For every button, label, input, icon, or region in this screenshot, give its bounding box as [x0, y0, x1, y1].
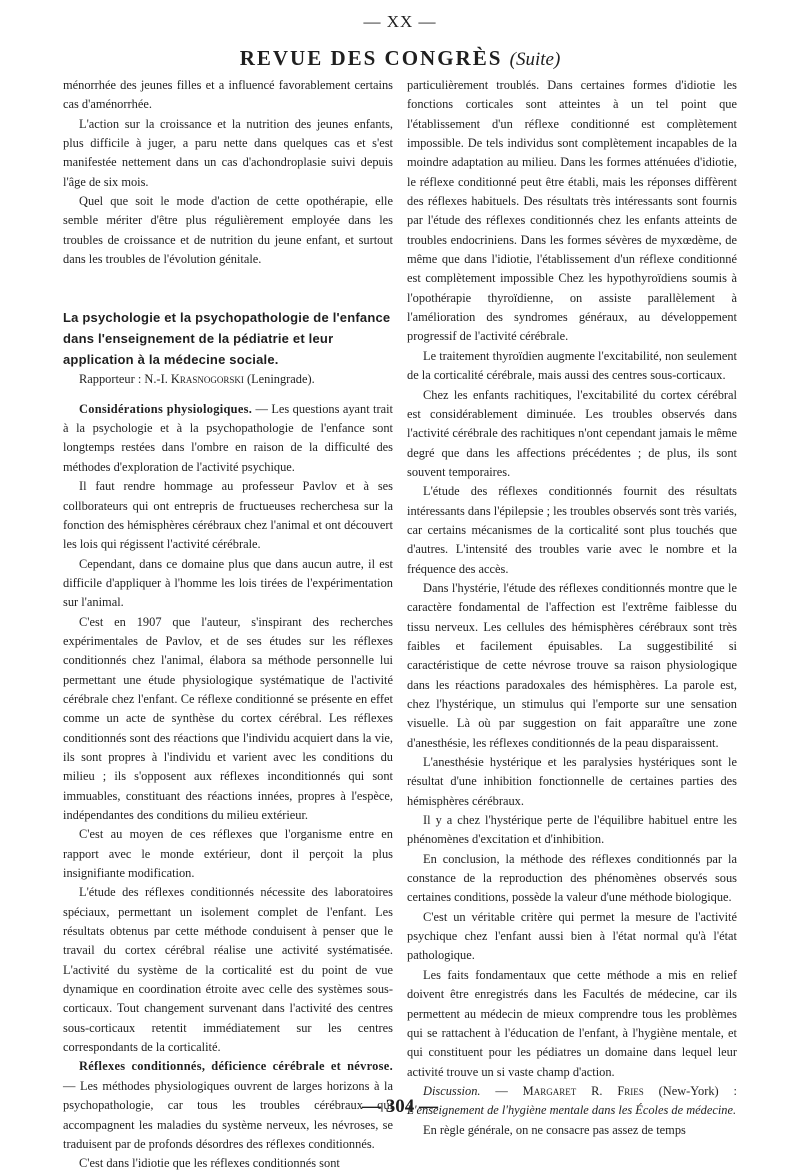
paragraph — [63, 400, 393, 477]
paragraph: Dans l'hystérie, l'étude des réflexes conditionnés montre que le caractère fondamental de l'affection est l'extrême faiblesse du tissu nerveux. Les cellules des hémisphères cérébraux sont très faibles et facilement épuisables. La suggestibilité si caractéristique de cette névrose trouve sa raison physiologique dans les réactions paradoxales des hémisphères. La parole est, chez l'hystérique, un stimulus qui l'emporte sur une sensation visuelle. Là où par suggestion on fait apparaître une zone d'anesthésie, les réflexes conditionnés de la peau disparaissent. — [407, 580, 737, 750]
paragraph: ménorrhée des jeunes filles et a influencé favorablement certains cas d'aménorrhée. — [63, 78, 393, 112]
rapporteur-city: (Leningrade). — [246, 372, 315, 387]
paragraph: L'étude des réflexes conditionnés nécessite des laboratoires spéciaux, permettant un isolement complet de l'enfant. Les résultats obtenus par cette méthode conduisent à penser que le travail du cortex cérébral réalise une activité systématisée. L'activité du système de la corticalité est du point de vue dynamique en coordination étroite avec celle des systèmes sous-corticaux. Tout changement survenant dans l'activité des centres sous-corticaux retentit immédiatement sur les centres correspondants de la corticalité. — [63, 885, 393, 1055]
discussant-city: (New-York) : — [658, 1083, 737, 1098]
paragraph: En règle générale, on ne consacre pas assez de temps — [423, 1122, 686, 1137]
paragraph: L'action sur la croissance et la nutrition des jeunes enfants, plus difficile à juger, a paru nette dans quelques cas et s'est manifestée nettement dans un cas d'achondroplasie suivi depuis l'âge de six mois. — [63, 116, 393, 189]
paragraph-text: — Les méthodes physiologiques ouvrent de larges horizons à la psychopathologie, car tous les troubles cérébraux qui accompagnent les maladies du système nerveux, les névroses, se traduisent par de profonds désordres des réflexes conditionnés. — [63, 1078, 393, 1151]
subheading: Réflexes conditionnés, déficience cérébrale et névrose. — [79, 1059, 393, 1074]
subheading: Considérations physiologiques. — [79, 401, 253, 416]
left-column — [63, 76, 393, 1174]
discussion-label: Discussion. — [423, 1083, 481, 1098]
section-title: La psychologie et la psychopathologie de l'enfance dans l'enseignement de la pédiatrie et leur application à la médecine sociale. — [63, 310, 391, 368]
paragraph: C'est un véritable critère qui permet la mesure de l'activité psychique chez l'enfant aussi bien à l'état normal qu'à l'état pathologique. — [407, 909, 737, 963]
paragraph: C'est au moyen de ces réflexes que l'organisme entre en rapport avec le monde extérieur, dont il perçoit la plus insignifiante modification. — [63, 827, 393, 881]
rapporteur-label: Rapporteur : — [79, 372, 142, 387]
rapporteur-name: N.-I. Krasnogorski — [144, 372, 244, 387]
paragraph: C'est dans l'idiotie que les réflexes conditionnés sont — [79, 1156, 340, 1171]
running-head-title: REVUE DES CONGRÈS — [239, 46, 503, 70]
running-head-suffix: (Suite) — [509, 49, 561, 70]
paragraph: Les faits fondamentaux que cette méthode a mis en relief doivent être enregistrés dans les Facultés de médecine, car ils permettent au médecin de mieux comprendre tous les problèmes qui se rattachent à l'éducation de l'enfant, à l'hygiène mentale, et qui constituent pour les pédiatres un domaine dans lequel leur activité trouve un si vaste champ d'action. — [407, 967, 737, 1079]
paragraph: Quel que soit le mode d'action de cette opothérapie, elle semble mériter d'être plus régulièrement employée dans les troubles de croissance et de nutrition du jeune enfant, et surtout dans les troubles de l'évolution génitale. — [63, 194, 393, 267]
discussion-title: L'enseignement de l'hygiène mentale dans les Écoles de médecine. — [407, 1103, 737, 1118]
paragraph: Il faut rendre hommage au professeur Pavlov et à ses collborateurs qui ont entrepris de fructueuses recherchesa sur la fonction des hémisphères cérébraux chez l'animal et ont découvert les lois qui régissent l'activité cérébrale. — [63, 479, 393, 552]
paragraph: Chez les enfants rachitiques, l'excitabilité du cortex cérébral est considérablement diminuée. Les troubles observés dans l'activité cérébrale des rachitiques n'ont cependant jamais le même degré que dans les affections précédentes ; de plus, ils sont souvent temporaires. — [407, 387, 737, 479]
paragraph: En conclusion, la méthode des réflexes conditionnés par la constance de la reproduction des phénomènes observés sous certaines conditions, possède la valeur d'une méthode biologique. — [407, 851, 737, 905]
rapporteur-line — [63, 370, 393, 389]
running-head — [0, 46, 800, 71]
paragraph: C'est en 1907 que l'auteur, s'inspirant des recherches expérimentales de Pavlov, et de ses études sur les réflexes conditionnés chez l'animal, élabora sa méthode personnelle lui permettant une étude physiologique systématique de l'activité cérébrale chez l'enfant. Ce réflexe conditionné se présente en effet comme un acte de synthèse du cortex cérébral. Les réflexes conditionnés sont des réactions que l'individu acquiert dans la vie, ils sont propres à l'individu et varient avec les conditions du milieu ; ils s'opposent aux réflexes inconditionnés qui sont immuables, constituant des réactions innées, propres à l'espèce, indépendantes des conditions du milieu extérieur. — [63, 614, 393, 822]
paragraph: Cependant, dans ce domaine plus que dans aucun autre, il est difficile d'appliquer à l'homme les lois tirées de l'expérimentation sur l'animal. — [63, 556, 393, 610]
paragraph: L'anesthésie hystérique et les paralysies hystériques sont le résultat d'une inhibition fonctionnelle de certaines parties des hémisphères cérébraux. — [407, 755, 737, 808]
right-column — [407, 76, 737, 1140]
paragraph-text: — Les questions ayant trait à la psychologie et à la psychopathologie de l'enfance sont longtemps restées dans l'ombre en raison de la difficulté des méthodes d'exploration de l'activité psychique. — [63, 401, 393, 474]
roman-folio: — XX — — [363, 12, 437, 31]
discussant-name: — Margaret R. Fries — [495, 1083, 644, 1098]
paragraph: particulièrement troublés. Dans certaines formes d'idiotie les fonctions corticales sont atteintes à un tel point que l'établissement d'un réflexe conditionné est complètement impossible. De tels individus sont complètement incapables de la moindre adaptation au milieu. Dans les formes atténuées d'idiotie, le réflexe conditionné peut être établi, mais les réponses diffèrent des réflexes habituels. Des résultats très intéressants sont fournis par l'étude des réflexes conditionnés chez les enfants atteints de troubles endocriniens. Dans les formes sévères de myxœdème, de même que dans l'idiotie, l'établissement d'un réflexe conditionné est complètement impossible Chez les hypothyroïdiens soumis à l'opothérapie thyroïdienne, on assiste parallèlement à l'amélioration des syndromes généraux, au développement progressif de l'activité cérébrale. — [407, 78, 737, 344]
paragraph: Le traitement thyroïdien augmente l'excitabilité, non seulement de la corticalité cérébrale, mais aussi des centres sous-corticaux. — [407, 348, 737, 383]
paragraph: L'étude des réflexes conditionnés fournit des résultats intéressants dans l'épilepsie ; les troubles observés sont très variés, car certains mécanismes de la corticalité sont plus touchés que d'autres. L'intensité des troubles varie avec le nombre et la fréquence des accès. — [407, 484, 737, 576]
paragraph: Il y a chez l'hystérique perte de l'équilibre habituel entre les phénomènes d'excitation et d'inhibition. — [407, 813, 737, 847]
page-number: — 304 — — [362, 1096, 438, 1117]
